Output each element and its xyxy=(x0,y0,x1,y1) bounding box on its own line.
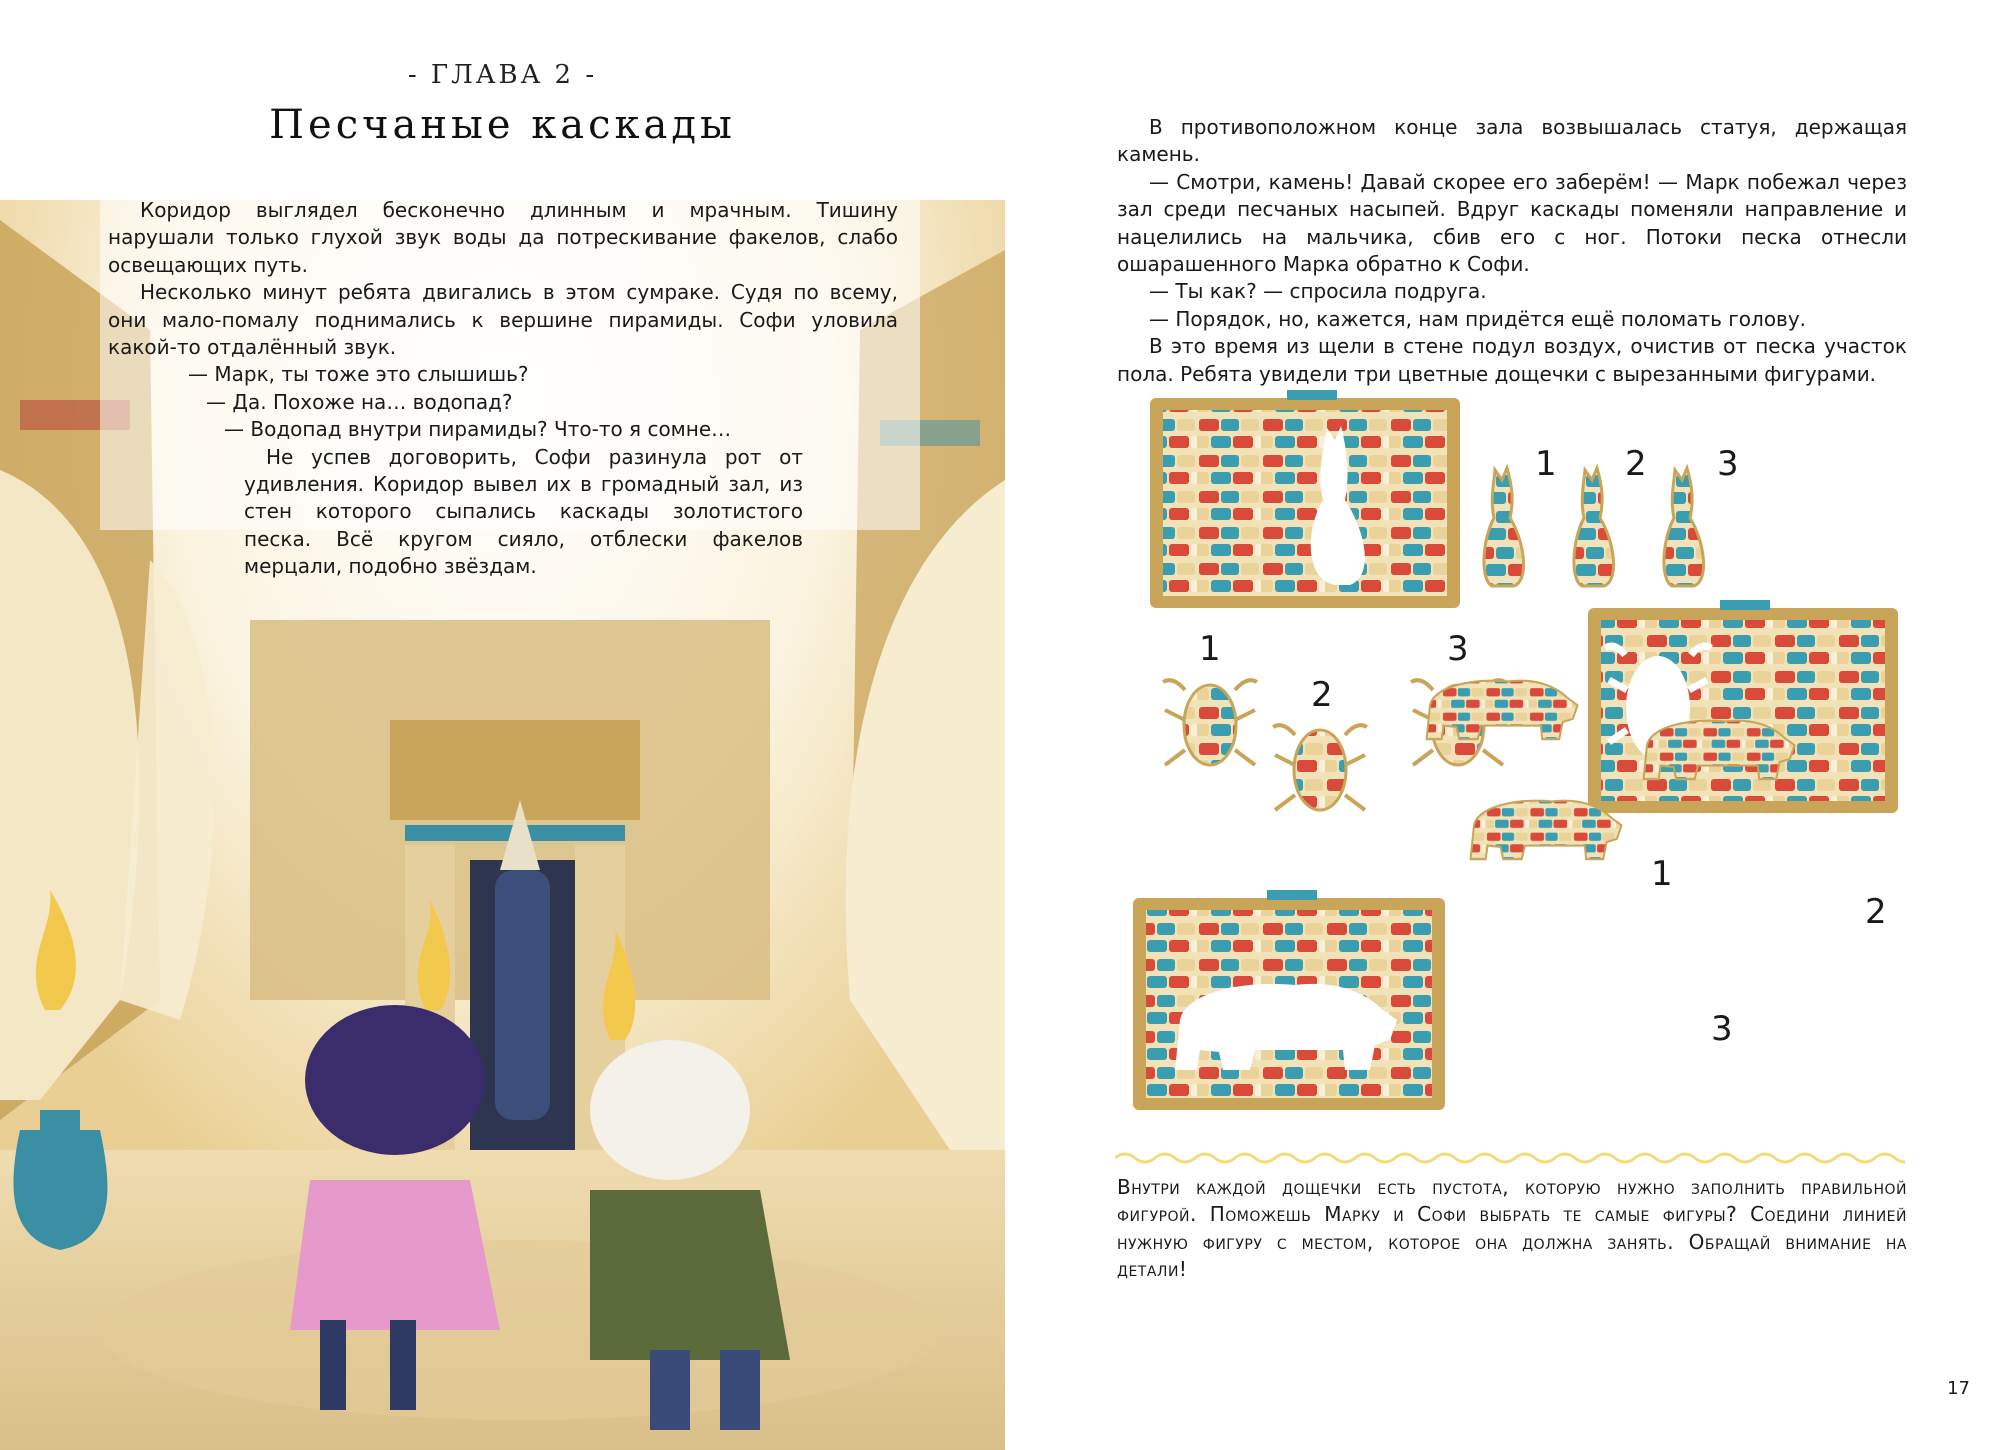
intro-paragraph: Не успев договорить, Софи разинула рот от удивления. Коридор вывел их в громадный зал, из стен которого сыпались каскады золотистого песка. Всё кругом сияло, отблески факелов мерцали, подобно звёздам. xyxy=(244,444,803,579)
beetle-number-2: 2 xyxy=(1311,675,1333,715)
story-paragraph: В противоположном конце зала возвышалась статуя, держащая камень. xyxy=(1117,115,1907,167)
beetle-board xyxy=(1588,600,1898,813)
beetle-piece-1[interactable] xyxy=(1163,680,1257,765)
cat-number-1: 1 xyxy=(1535,444,1557,484)
cat-number-3: 3 xyxy=(1717,444,1739,484)
intro-dialogue: — Да. Похоже на… водопад? xyxy=(206,389,513,414)
intro-text xyxy=(108,197,898,581)
story-paragraph: — Ты как? — спросила подруга. xyxy=(1149,279,1487,304)
intro-dialogue: — Водопад внутри пирамиды? Что-то я сомне… xyxy=(224,417,732,442)
chapter-label: - ГЛАВА 2 - xyxy=(407,60,598,90)
story-paragraph: — Смотри, камень! Давай скорее его заберём! — Марк побежал через зал среди песчаных насыпей. Вдруг каскады поменяли направление и нацелились на мальчика, сбив его с ног. Потоки песка отнесли ошарашенного Марка обратно к Софи. xyxy=(1117,169,1907,277)
hippo-number-1: 1 xyxy=(1651,854,1673,894)
cat-piece-1[interactable] xyxy=(1484,468,1524,586)
cat-board xyxy=(1150,390,1460,608)
intro-dialogue: — Марк, ты тоже это слышишь? xyxy=(188,362,529,387)
beetle-piece-2[interactable] xyxy=(1273,725,1367,810)
hippo-number-2: 2 xyxy=(1865,892,1887,932)
wavy-divider xyxy=(1115,1148,1905,1168)
puzzle-area xyxy=(1005,380,2000,1120)
beetle-number-1: 1 xyxy=(1199,629,1221,669)
task-instructions: Внутри каждой дощечки есть пустота, которую нужно заполнить правильной фигурой. Поможешь Марку и Софи выбрать те самые фигуры? Соедини линией нужную фигуру с местом, которое она должна занять. Обращай внимание на детали! xyxy=(1117,1175,1907,1282)
intro-paragraph: Коридор выглядел бесконечно длинным и мрачным. Тишину нарушали только глухой звук воды да потрескивание факелов, слабо освещающих путь. xyxy=(108,198,898,277)
hippo-board xyxy=(1133,890,1445,1110)
right-page xyxy=(1005,0,2000,1450)
chapter-title: Песчаные каскады xyxy=(269,102,736,148)
hippo-piece-3[interactable] xyxy=(1471,801,1622,860)
cat-piece-2[interactable] xyxy=(1574,468,1614,586)
beetle-number-3: 3 xyxy=(1447,629,1469,669)
story-paragraph: — Порядок, но, кажется, нам придётся ещё поломать голову. xyxy=(1149,306,1807,331)
cat-piece-3[interactable] xyxy=(1664,468,1704,586)
intro-paragraph: Несколько минут ребята двигались в этом сумраке. Судя по всему, они мало-помалу поднимались к вершине пирамиды. Софи уловила какой-то отдалённый звук. xyxy=(108,280,898,360)
hippo-number-3: 3 xyxy=(1711,1009,1733,1049)
page-number: 17 xyxy=(1947,1378,1970,1399)
story-text xyxy=(1117,114,1907,388)
story-paragraph: В это время из щели в стене подул воздух, очистив от песка участок пола. Ребята увидели три цветные дощечки с вырезанными фигурами. xyxy=(1117,334,1907,386)
cat-number-2: 2 xyxy=(1625,444,1647,484)
